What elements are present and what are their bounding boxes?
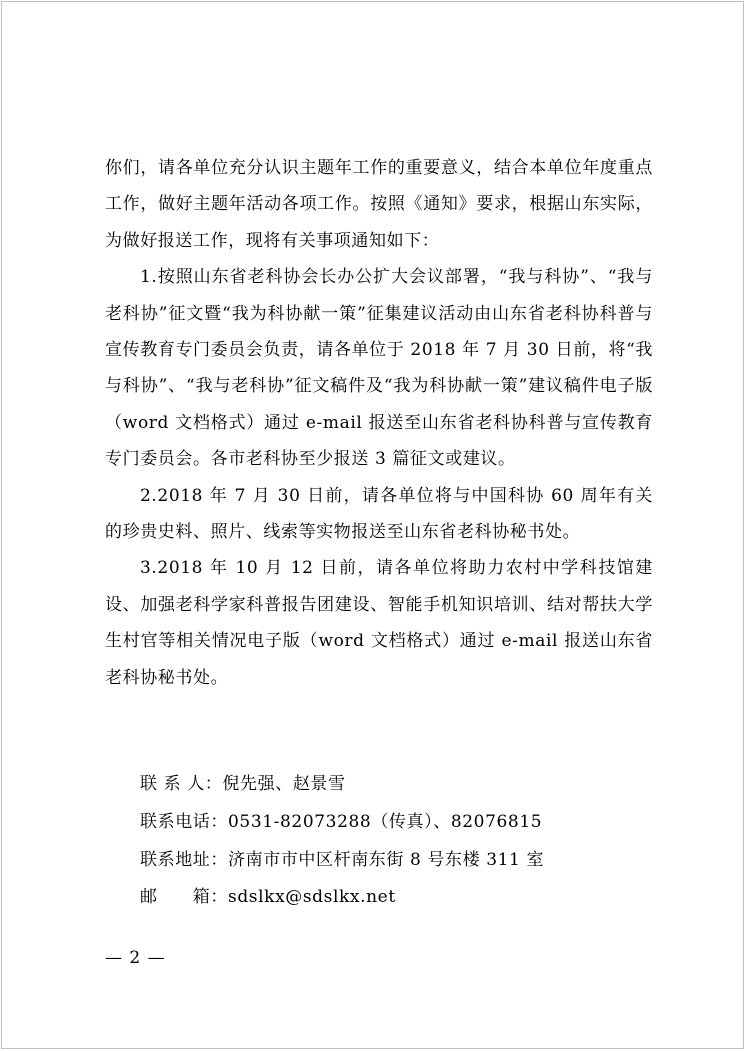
item-3-paragraph: 3.2018 年 10 月 12 日前，请各单位将助力农村中学科技馆建设、加强老科学家科普报告团建设、智能手机知识培训、结对帮扶大学生村官等相关情况电子版（word 文档格式）通过 e-mail 报送山东省老科协秘书处。 [105,558,653,688]
item-2-paragraph: 2.2018 年 7 月 30 日前，请各单位将与中国科协 60 周年有关的珍贵史料、照片、线索等实物报送至山东省老科协秘书处。 [105,485,653,543]
intro-paragraph: 你们，请各单位充分认识主题年工作的重要意义，结合本单位年度重点工作，做好主题年活动各项工作。按照《通知》要求，根据山东实际，为做好报送工作，现将有关事项通知如下： [105,158,653,251]
page-number: — 2 — [105,948,166,968]
contact-address-row [140,842,650,880]
contact-info [140,766,650,917]
contact-email-row [140,879,650,917]
contact-phone-row [140,804,650,842]
contact-phone-value: 0531-82073288（传真）、82076815 [228,811,543,832]
notice-body [105,150,653,696]
contact-person-value: 倪先强、赵景雪 [222,774,346,794]
contact-email-label: 邮 箱： [140,887,228,908]
contact-address-value: 济南市市中区杆南东街 8 号东楼 311 室 [228,849,545,870]
contact-phone-label: 联系电话： [140,811,228,832]
contact-person-label: 联 系 人： [140,774,223,794]
contact-email-value: sdslkx@sdslkx.net [228,887,396,908]
contact-person-row [140,766,650,804]
contact-address-label: 联系地址： [140,849,228,870]
item-1-paragraph: 1.按照山东省老科协会长办公扩大会议部署，“我与科协”、“我与老科协”征文暨“我为科协献一策”征集建议活动由山东省老科协科普与宣传教育专门委员会负责，请各单位于 2018 年 7 月 30 日前，将“我与科协”、“我与老科协”征文稿件及“我为科协献一策”建议稿件电子版（word 文档格式）通过 e-mail 报送至山东省老科协科普与宣传教育专门委员会。各市老科协至少报送 3 篇征文或建议。 [105,267,653,470]
document-page [1,1,744,1049]
